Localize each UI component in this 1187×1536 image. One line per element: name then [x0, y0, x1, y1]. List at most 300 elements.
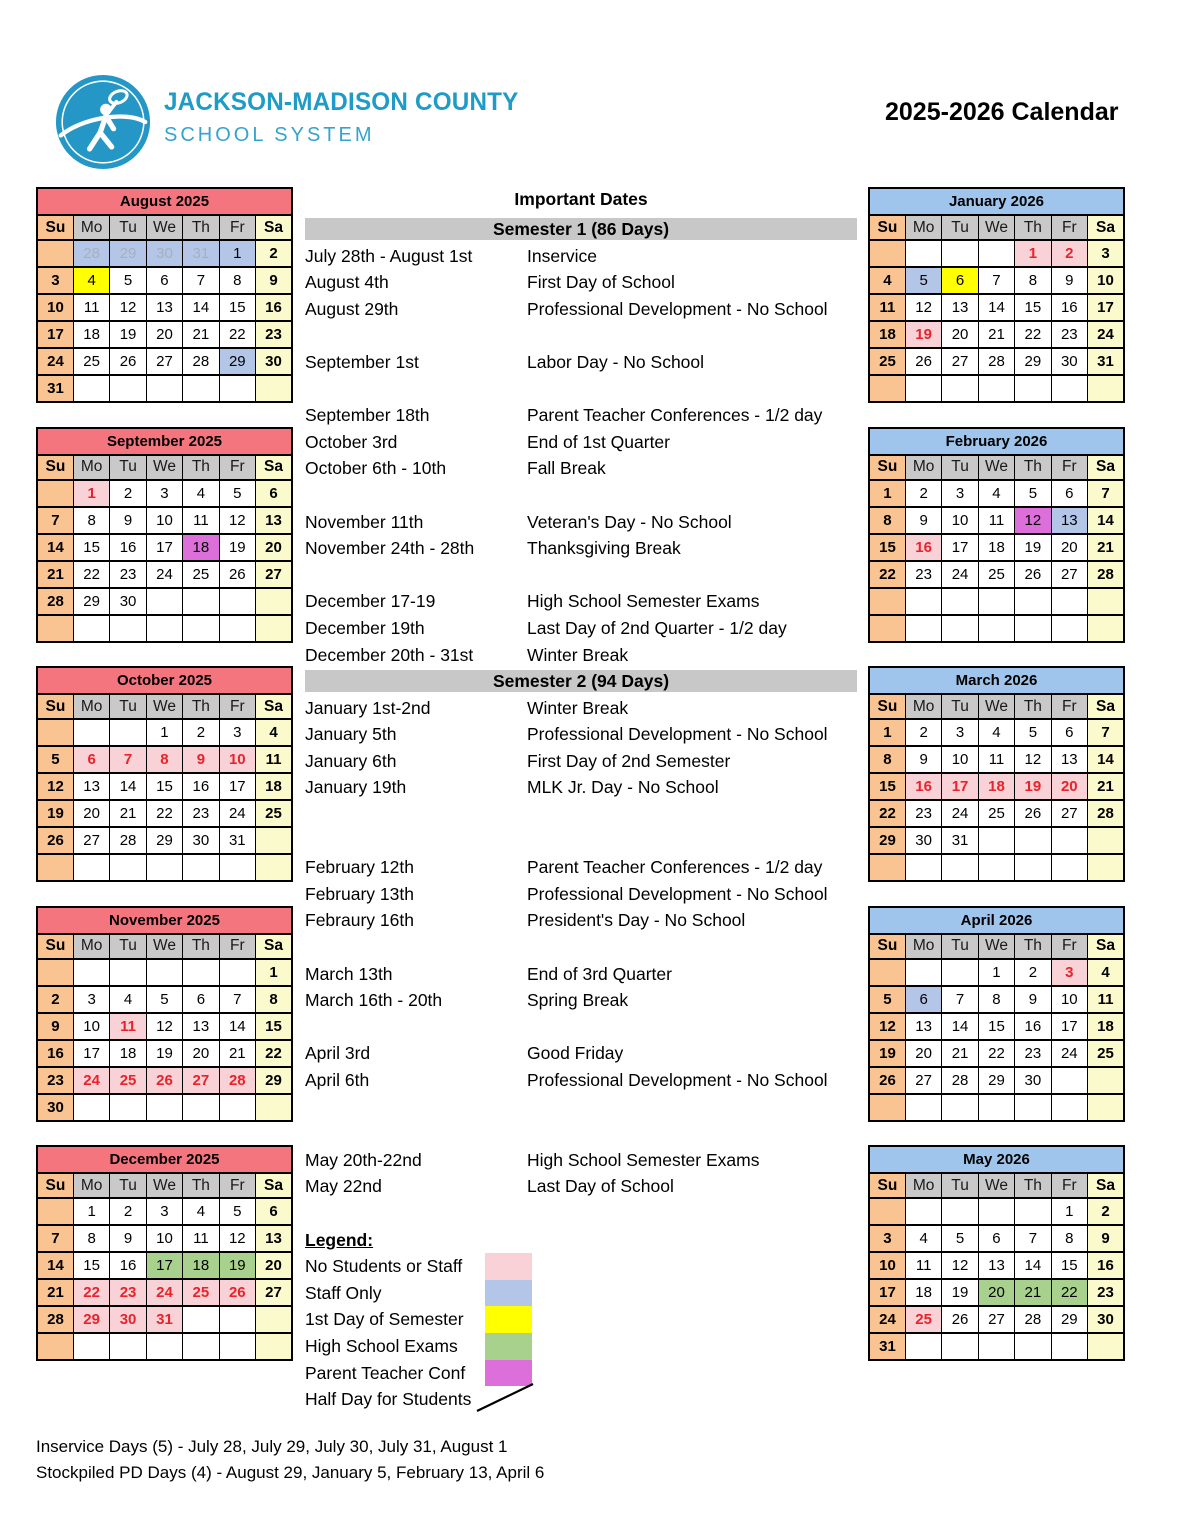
empty-cell	[110, 854, 146, 881]
day-header-mo: Mo	[73, 455, 109, 480]
day-cell: 3	[146, 1198, 182, 1225]
day-header-mo: Mo	[905, 215, 941, 240]
spacer	[305, 322, 857, 349]
day-header-mo: Mo	[73, 215, 109, 240]
day-cell: 28	[978, 348, 1014, 375]
empty-cell	[1015, 1198, 1051, 1225]
empty-cell	[37, 615, 73, 642]
day-cell: 13	[256, 507, 292, 534]
day-cell: 5	[110, 267, 146, 294]
empty-cell	[1051, 1067, 1087, 1094]
day-cell: 10	[146, 507, 182, 534]
date-description: Inservice	[527, 245, 598, 266]
day-cell: 4	[256, 719, 292, 746]
empty-cell	[978, 240, 1014, 267]
day-cell: 21	[37, 561, 73, 588]
date-range: Febraury 16th	[305, 910, 414, 931]
day-cell: 3	[942, 719, 978, 746]
day-cell: 19	[942, 1279, 978, 1306]
left-months-column	[36, 187, 293, 1385]
day-cell: 10	[942, 746, 978, 773]
date-range: September 18th	[305, 405, 430, 426]
important-date-row	[305, 402, 857, 429]
day-cell: 20	[146, 321, 182, 348]
date-description: End of 1st Quarter	[527, 431, 670, 452]
day-cell: 26	[1015, 800, 1051, 827]
day-cell: 18	[978, 773, 1014, 800]
empty-cell	[146, 1333, 182, 1360]
day-cell: 12	[110, 294, 146, 321]
day-cell: 20	[1051, 534, 1087, 561]
empty-cell	[1015, 615, 1051, 642]
day-cell: 7	[1015, 1225, 1051, 1252]
day-cell: 20	[942, 321, 978, 348]
empty-cell	[905, 588, 941, 615]
important-date-row	[305, 455, 857, 482]
day-cell: 6	[256, 480, 292, 507]
date-range: July 28th - August 1st	[305, 245, 473, 266]
date-range: April 3rd	[305, 1043, 371, 1064]
day-cell: 24	[219, 800, 255, 827]
important-date-row	[305, 509, 857, 536]
day-cell: 11	[73, 294, 109, 321]
day-cell: 26	[219, 1279, 255, 1306]
day-cell: 14	[942, 1013, 978, 1040]
day-cell: 18	[110, 1040, 146, 1067]
page-title: 2025-2026 Calendar	[885, 98, 1119, 126]
date-description: Last Day of 2nd Quarter - 1/2 day	[527, 617, 787, 638]
day-cell: 10	[942, 507, 978, 534]
empty-cell	[905, 240, 941, 267]
day-cell: 23	[37, 1067, 73, 1094]
day-cell: 15	[73, 534, 109, 561]
day-header-su: Su	[37, 934, 73, 959]
day-cell: 15	[869, 534, 905, 561]
day-cell: 21	[37, 1279, 73, 1306]
day-cell: 14	[37, 1252, 73, 1279]
day-header-we: We	[978, 215, 1014, 240]
day-cell: 9	[110, 507, 146, 534]
day-header-we: We	[978, 455, 1014, 480]
empty-cell	[1051, 827, 1087, 854]
footnote-inservice: Inservice Days (5) - July 28, July 29, July 30, July 31, August 1	[36, 1437, 508, 1456]
day-header-su: Su	[869, 215, 905, 240]
day-cell: 6	[978, 1225, 1014, 1252]
day-cell: 21	[942, 1040, 978, 1067]
empty-cell	[942, 1198, 978, 1225]
day-cell: 29	[1051, 1306, 1087, 1333]
day-cell: 17	[219, 773, 255, 800]
day-cell: 9	[1088, 1225, 1124, 1252]
day-cell: 12	[219, 507, 255, 534]
day-cell: 15	[146, 773, 182, 800]
important-date-row	[305, 269, 857, 296]
day-header-fr: Fr	[1051, 455, 1087, 480]
day-cell: 27	[146, 348, 182, 375]
day-cell: 12	[146, 1013, 182, 1040]
day-cell: 13	[1051, 746, 1087, 773]
empty-cell	[1051, 1333, 1087, 1360]
empty-cell	[110, 1094, 146, 1121]
day-cell: 17	[73, 1040, 109, 1067]
day-cell: 26	[1015, 561, 1051, 588]
empty-cell	[1015, 588, 1051, 615]
empty-cell	[73, 1094, 109, 1121]
empty-cell	[942, 854, 978, 881]
empty-cell	[1088, 1067, 1124, 1094]
day-cell: 17	[869, 1279, 905, 1306]
day-cell: 4	[1088, 959, 1124, 986]
day-cell: 21	[1088, 534, 1124, 561]
day-header-mo: Mo	[73, 694, 109, 719]
month-calendar-august-2025	[36, 187, 293, 403]
date-description: Good Friday	[527, 1043, 624, 1064]
day-cell: 27	[942, 348, 978, 375]
day-cell: 25	[183, 1279, 219, 1306]
empty-cell	[905, 1094, 941, 1121]
empty-cell	[110, 959, 146, 986]
day-header-sa: Sa	[256, 934, 292, 959]
day-cell: 23	[1015, 1040, 1051, 1067]
day-header-tu: Tu	[942, 215, 978, 240]
date-description: Professional Development - No School	[527, 724, 828, 745]
empty-cell	[37, 719, 73, 746]
day-cell: 27	[1051, 800, 1087, 827]
day-cell: 1	[978, 959, 1014, 986]
day-header-tu: Tu	[110, 215, 146, 240]
day-cell: 24	[942, 561, 978, 588]
day-cell: 7	[1088, 719, 1124, 746]
day-cell: 28	[73, 240, 109, 267]
empty-cell	[146, 1094, 182, 1121]
day-cell: 27	[256, 1279, 292, 1306]
month-calendar-october-2025	[36, 666, 293, 882]
day-cell: 28	[1015, 1306, 1051, 1333]
day-cell: 30	[146, 240, 182, 267]
day-cell: 11	[869, 294, 905, 321]
day-header-th: Th	[183, 215, 219, 240]
legend-row	[305, 1306, 857, 1333]
important-date-row	[305, 987, 857, 1014]
empty-cell	[1015, 854, 1051, 881]
day-cell: 31	[183, 240, 219, 267]
day-cell: 20	[256, 534, 292, 561]
day-header-sa: Sa	[1088, 934, 1124, 959]
day-cell: 13	[905, 1013, 941, 1040]
empty-cell	[1015, 1094, 1051, 1121]
day-cell: 15	[219, 294, 255, 321]
day-cell: 3	[942, 480, 978, 507]
empty-cell	[183, 375, 219, 402]
day-header-tu: Tu	[110, 1173, 146, 1198]
date-description: Professional Development - No School	[527, 1070, 828, 1090]
date-range: January 1st-2nd	[305, 697, 431, 718]
day-cell: 19	[1015, 534, 1051, 561]
legend-label: 1st Day of Semester	[305, 1309, 464, 1330]
day-cell: 25	[869, 348, 905, 375]
day-cell: 15	[73, 1252, 109, 1279]
day-cell: 6	[905, 986, 941, 1013]
legend-swatch	[485, 1253, 532, 1280]
day-cell: 2	[110, 1198, 146, 1225]
day-cell: 9	[183, 746, 219, 773]
empty-cell	[869, 1198, 905, 1225]
day-cell: 25	[183, 561, 219, 588]
day-cell: 17	[1088, 294, 1124, 321]
date-range: May 20th-22nd	[305, 1149, 422, 1170]
month-calendar-december-2025	[36, 1145, 293, 1361]
legend-row	[305, 1386, 857, 1413]
date-range: May 22nd	[305, 1176, 382, 1197]
empty-cell	[110, 615, 146, 642]
empty-cell	[183, 1306, 219, 1333]
month-title: December 2025	[37, 1146, 292, 1173]
day-cell: 21	[1088, 773, 1124, 800]
empty-cell	[869, 1094, 905, 1121]
day-cell: 31	[37, 375, 73, 402]
day-header-su: Su	[37, 694, 73, 719]
month-title: November 2025	[37, 907, 292, 934]
day-cell: 9	[1015, 986, 1051, 1013]
day-header-sa: Sa	[256, 455, 292, 480]
date-description: Winter Break	[527, 697, 629, 718]
day-cell: 16	[905, 773, 941, 800]
day-cell: 18	[1088, 1013, 1124, 1040]
day-cell: 1	[73, 480, 109, 507]
day-cell: 12	[905, 294, 941, 321]
day-cell: 12	[942, 1252, 978, 1279]
empty-cell	[978, 375, 1014, 402]
day-cell: 25	[978, 800, 1014, 827]
day-cell: 4	[905, 1225, 941, 1252]
empty-cell	[1088, 588, 1124, 615]
day-cell: 23	[183, 800, 219, 827]
day-cell: 12	[1015, 746, 1051, 773]
day-cell: 10	[1088, 267, 1124, 294]
day-cell: 19	[146, 1040, 182, 1067]
empty-cell	[1088, 615, 1124, 642]
date-range: January 19th	[305, 777, 407, 798]
empty-cell	[256, 375, 292, 402]
important-date-row	[305, 1173, 857, 1200]
day-cell: 30	[256, 348, 292, 375]
empty-cell	[183, 959, 219, 986]
day-cell: 28	[110, 827, 146, 854]
day-cell: 20	[978, 1279, 1014, 1306]
day-cell: 16	[1051, 294, 1087, 321]
important-date-row	[305, 721, 857, 748]
empty-cell	[183, 854, 219, 881]
spacer	[305, 828, 857, 855]
day-cell: 5	[146, 986, 182, 1013]
day-header-fr: Fr	[1051, 215, 1087, 240]
day-cell: 1	[869, 719, 905, 746]
spacer	[305, 1014, 857, 1041]
important-date-row	[305, 961, 857, 988]
day-header-th: Th	[1015, 694, 1051, 719]
day-cell: 14	[110, 773, 146, 800]
empty-cell	[256, 1306, 292, 1333]
month-title: April 2026	[869, 907, 1124, 934]
day-cell: 10	[869, 1252, 905, 1279]
day-cell: 8	[1015, 267, 1051, 294]
legend-row	[305, 1333, 857, 1360]
day-cell: 10	[37, 294, 73, 321]
day-cell: 22	[219, 321, 255, 348]
date-range: April 6th	[305, 1070, 370, 1090]
day-cell: 12	[37, 773, 73, 800]
empty-cell	[146, 588, 182, 615]
important-date-row	[305, 1147, 857, 1174]
empty-cell	[146, 854, 182, 881]
empty-cell	[1015, 827, 1051, 854]
empty-cell	[1088, 854, 1124, 881]
empty-cell	[146, 375, 182, 402]
month-calendar-january-2026	[868, 187, 1125, 403]
empty-cell	[37, 480, 73, 507]
day-cell: 16	[183, 773, 219, 800]
day-cell: 21	[183, 321, 219, 348]
empty-cell	[256, 588, 292, 615]
day-header-we: We	[146, 694, 182, 719]
date-range: February 13th	[305, 883, 414, 904]
day-cell: 3	[73, 986, 109, 1013]
empty-cell	[37, 1333, 73, 1360]
date-range: November 11th	[305, 511, 424, 532]
day-header-fr: Fr	[219, 1173, 255, 1198]
day-header-fr: Fr	[1051, 694, 1087, 719]
day-cell: 29	[869, 827, 905, 854]
day-header-th: Th	[183, 1173, 219, 1198]
day-cell: 17	[942, 534, 978, 561]
day-cell: 16	[1088, 1252, 1124, 1279]
empty-cell	[219, 615, 255, 642]
day-cell: 31	[146, 1306, 182, 1333]
legend-label: No Students or Staff	[305, 1256, 463, 1277]
day-cell: 23	[905, 561, 941, 588]
day-cell: 2	[1015, 959, 1051, 986]
empty-cell	[1015, 1333, 1051, 1360]
empty-cell	[219, 588, 255, 615]
day-cell: 6	[183, 986, 219, 1013]
day-cell: 29	[146, 827, 182, 854]
day-cell: 31	[219, 827, 255, 854]
important-dates-title: Important Dates	[514, 189, 648, 209]
day-cell: 28	[1088, 800, 1124, 827]
date-description: High School Semester Exams	[527, 1149, 760, 1170]
day-cell: 16	[905, 534, 941, 561]
day-cell: 26	[37, 827, 73, 854]
day-cell: 22	[978, 1040, 1014, 1067]
day-header-sa: Sa	[256, 215, 292, 240]
day-header-mo: Mo	[905, 455, 941, 480]
day-header-fr: Fr	[219, 455, 255, 480]
empty-cell	[183, 615, 219, 642]
date-description: Parent Teacher Conferences - 1/2 day	[527, 857, 823, 878]
spacer	[305, 934, 857, 961]
day-header-tu: Tu	[942, 934, 978, 959]
day-cell: 4	[110, 986, 146, 1013]
day-cell: 2	[110, 480, 146, 507]
empty-cell	[183, 1333, 219, 1360]
empty-cell	[1015, 375, 1051, 402]
day-cell: 19	[869, 1040, 905, 1067]
day-cell: 30	[1051, 348, 1087, 375]
date-description: Fall Break	[527, 458, 606, 479]
empty-cell	[942, 1094, 978, 1121]
day-cell: 29	[73, 588, 109, 615]
empty-cell	[256, 827, 292, 854]
day-cell: 20	[905, 1040, 941, 1067]
day-cell: 15	[869, 773, 905, 800]
day-cell: 5	[1015, 480, 1051, 507]
day-cell: 2	[183, 719, 219, 746]
day-cell: 24	[869, 1306, 905, 1333]
empty-cell	[73, 615, 109, 642]
empty-cell	[978, 827, 1014, 854]
day-cell: 17	[146, 1252, 182, 1279]
day-cell: 30	[183, 827, 219, 854]
day-cell: 2	[905, 719, 941, 746]
semester-bar: Semester 1 (86 Days)	[305, 218, 857, 240]
day-cell: 16	[110, 1252, 146, 1279]
day-cell: 4	[978, 719, 1014, 746]
day-cell: 22	[1051, 1279, 1087, 1306]
day-cell: 31	[1088, 348, 1124, 375]
date-range: March 16th - 20th	[305, 990, 443, 1011]
day-cell: 16	[1015, 1013, 1051, 1040]
spacer	[305, 376, 857, 403]
empty-cell	[978, 1198, 1014, 1225]
day-cell: 8	[219, 267, 255, 294]
day-cell: 31	[942, 827, 978, 854]
day-header-we: We	[978, 1173, 1014, 1198]
brand-block	[164, 88, 530, 147]
date-range: January 5th	[305, 724, 397, 745]
day-cell: 16	[256, 294, 292, 321]
day-cell: 28	[219, 1067, 255, 1094]
day-cell: 14	[219, 1013, 255, 1040]
day-cell: 16	[37, 1040, 73, 1067]
day-cell: 10	[219, 746, 255, 773]
empty-cell	[1088, 1333, 1124, 1360]
day-cell: 8	[1051, 1225, 1087, 1252]
day-cell: 8	[146, 746, 182, 773]
empty-cell	[1088, 827, 1124, 854]
day-cell: 22	[869, 800, 905, 827]
day-header-su: Su	[869, 934, 905, 959]
empty-cell	[256, 1333, 292, 1360]
day-cell: 23	[1088, 1279, 1124, 1306]
day-cell: 3	[219, 719, 255, 746]
day-cell: 29	[978, 1067, 1014, 1094]
day-cell: 17	[146, 534, 182, 561]
date-range: December 20th - 31st	[305, 644, 474, 665]
empty-cell	[73, 959, 109, 986]
day-cell: 27	[183, 1067, 219, 1094]
empty-cell	[73, 719, 109, 746]
day-cell: 30	[110, 1306, 146, 1333]
day-header-we: We	[978, 934, 1014, 959]
month-title: May 2026	[869, 1146, 1124, 1173]
spacer	[305, 482, 857, 509]
important-date-row	[305, 296, 857, 323]
day-header-we: We	[146, 934, 182, 959]
empty-cell	[37, 854, 73, 881]
day-cell: 13	[183, 1013, 219, 1040]
month-calendar-april-2026	[868, 906, 1125, 1122]
day-cell: 6	[942, 267, 978, 294]
